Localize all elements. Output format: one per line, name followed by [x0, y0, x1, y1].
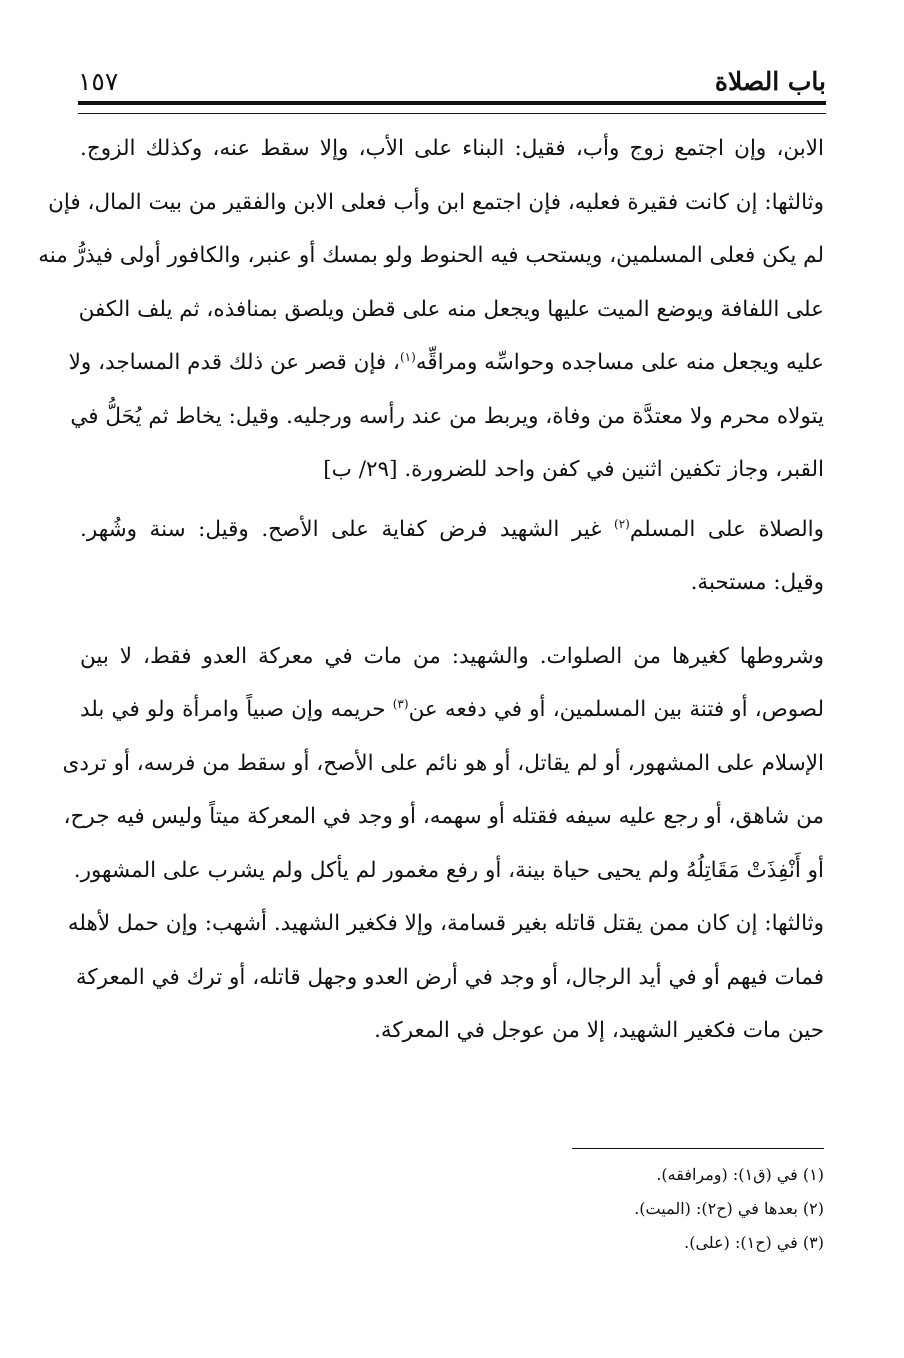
text-line: وقيل: مستحبة. [690, 570, 824, 595]
text-line: الإسلام على المشهور، أو لم يقاتل، أو هو نائم على الأصح، أو سقط من فرسه، أو تردى [62, 750, 824, 776]
text-line: على اللفافة ويوضع الميت عليها ويجعل منه على قطن ويلصق بمنافذه، ثم يلف الكفن [78, 296, 824, 322]
footnote-2: (٢) بعدها في (ح٢): (الميت). [634, 1199, 824, 1218]
footnote-marker-3[interactable]: (٣) [392, 696, 409, 711]
text-line [80, 683, 824, 737]
text-segment: حريمه وإن صبياً وامرأة ولو في بلد [80, 697, 393, 722]
paragraph-1 [38, 122, 824, 497]
footnote-marker-2[interactable]: (٢) [614, 516, 630, 531]
text-line: القبر، وجاز تكفين اثنين في كفن واحد للضرورة. [٢٩/ ب] [323, 457, 824, 482]
text-line: يتولاه محرم ولا معتدَّة من وفاة، ويربط من عند رأسه ورجليه. وقيل: يخاط ثم يُحَلُّ في [70, 403, 824, 429]
paragraph-3 [62, 630, 825, 1058]
text-segment: ، فإن قصر عن ذلك قدم المساجد، ولا [68, 350, 400, 375]
main-text [38, 122, 825, 1058]
text-line: وثالثها: إن كانت فقيرة فعليه، فإن اجتمع ابن وأب فعلى الابن والفقير من بيت المال، فإن [48, 189, 824, 215]
chapter-title: باب الصلاة [714, 67, 826, 96]
text-line: من شاهق، أو رجع عليه سيفه فقتله أو سهمه، أو وجد في المعركة ميتاً وليس فيه جرح، [63, 804, 824, 829]
running-header [78, 52, 826, 96]
footnote-1: (١) في (ق١): (ومرافقه). [656, 1165, 824, 1184]
text-line: الابن، وإن اجتمع زوج وأب، فقيل: البناء على الأب، وإلا سقط عنه، وكذلك الزوج. [80, 136, 824, 161]
footnote-marker-1[interactable]: (١) [399, 349, 416, 364]
text-line [68, 336, 824, 390]
footnotes [80, 1158, 824, 1260]
header-rule-thick [78, 101, 826, 105]
footnote-separator [572, 1148, 824, 1149]
text-line: أو أَنْفِذَتْ مَقَاتِلُهُ ولم يحيى حياة بينة، أو رفع مغمور لم يأكل ولم يشرب على المشهور. [73, 857, 824, 883]
text-line [80, 503, 824, 557]
text-segment: لصوص، أو فتنة بين المسلمين، أو في دفعه عن [408, 697, 825, 722]
text-segment: عليه ويجعل منه على مساجده وحواسِّه ومراقِّه [415, 350, 824, 375]
header-rule-thin [78, 113, 826, 114]
text-segment: غير الشهيد فرض كفاية على الأصح. وقيل: سنة وشُهر. [80, 516, 614, 542]
page-number: ١٥٧ [78, 67, 119, 96]
paragraph-2 [80, 503, 824, 610]
text-line: حين مات فكغير الشهيد، إلا من عوجل في المعركة. [374, 1018, 824, 1043]
text-line: وشروطها كغيرها من الصلوات. والشهيد: من مات في معركة العدو فقط، لا بين [80, 643, 824, 669]
text-line: فمات فيهم أو في أيد الرجال، أو وجد في أرض العدو وجهل قاتله، أو ترك في المعركة [75, 964, 824, 990]
footnote-3: (٣) في (ح١): (على). [684, 1233, 824, 1252]
text-line: وثالثها: إن كان ممن يقتل قاتله بغير قسامة، وإلا فكغير الشهيد. أشهب: وإن حمل لأهله [67, 911, 824, 936]
text-segment: والصلاة على المسلم [629, 516, 824, 542]
text-line: لم يكن فعلى المسلمين، ويستحب فيه الحنوط ولو بمسك أو عنبر، والكافور أولى فيذرُّ منه [38, 243, 824, 268]
